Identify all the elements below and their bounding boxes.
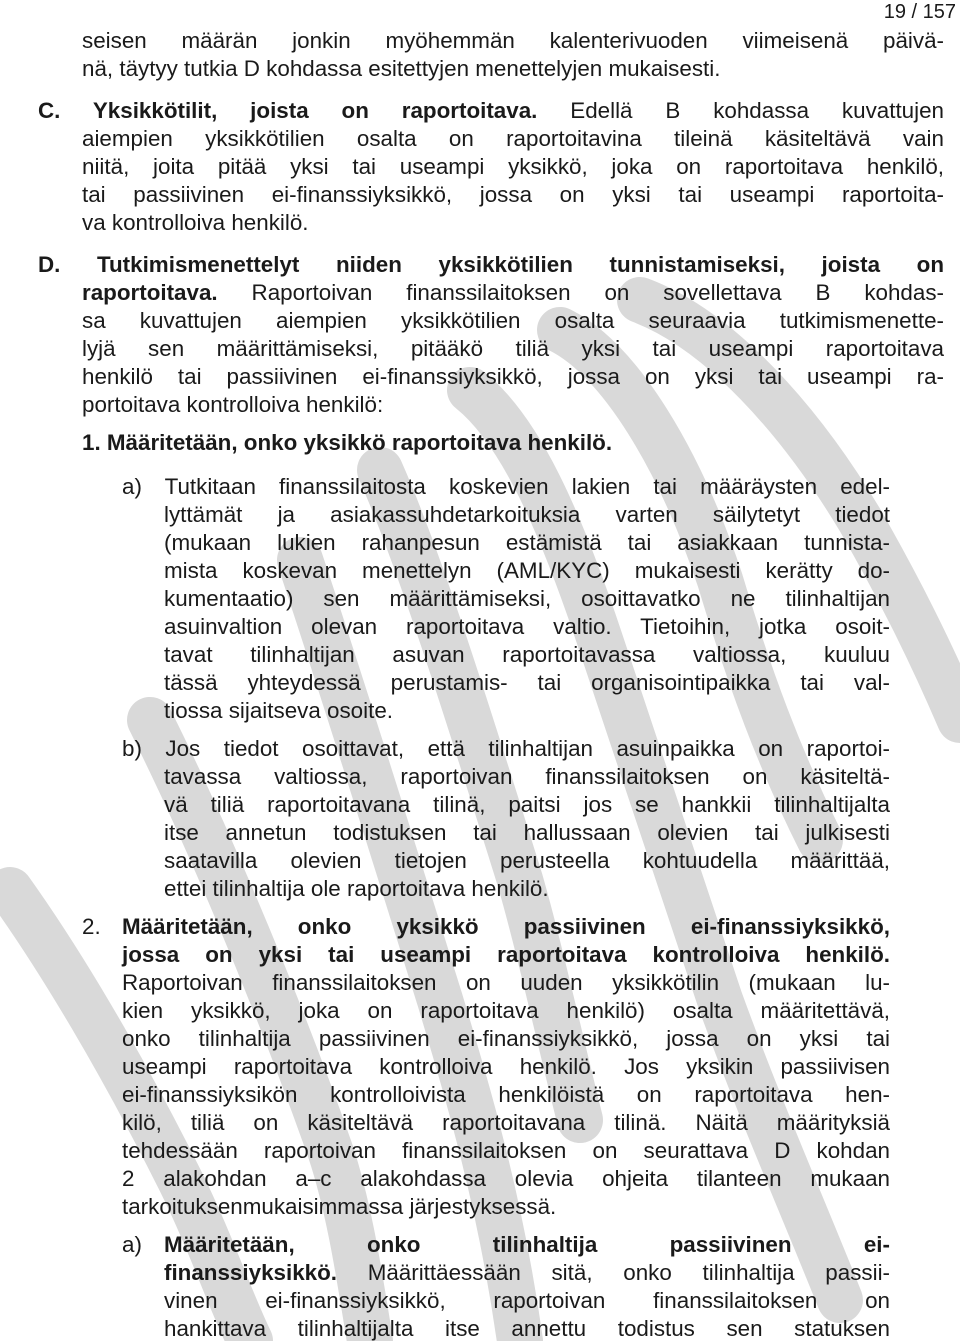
- section-c-heading: C. Yksikkötilit, joista on raportoitava.: [38, 98, 538, 123]
- paragraph-line: portoitava kontrolloiva henkilö:: [82, 392, 384, 417]
- item-1b-line: vä tiliä raportoitavana tilinä, paitsi jos se hankkii tilinhaltijalta: [164, 792, 890, 817]
- item-2-line: onko tilinhaltija passiivinen ei-finanssiyksikkö, jossa on yksi tai: [122, 1026, 890, 1051]
- paragraph-line: sa kuvattujen aiempien yksikkötilien osalta seuraavia tutkimismenette-: [82, 308, 944, 333]
- section-d-line: [82, 279, 944, 307]
- item-2-line: tarkoituksenmukaisimmassa järjestyksessä.: [122, 1194, 557, 1219]
- item-2-line: tehdessään raportoivan finanssilaitoksen on seurattava D kohdan: [122, 1138, 890, 1163]
- page-number: 19 / 157: [883, 1, 956, 23]
- item-1b-line: tavassa valtiossa, raportoivan finanssilaitoksen on käsiteltä-: [164, 764, 890, 789]
- item-2a-heading-cont: finanssiyksikkö.: [164, 1260, 337, 1285]
- item-1a-line: tässä yhteydessä perustamis- tai organisointipaikka tai val-: [164, 670, 890, 695]
- item-2-heading: Määritetään, onko yksikkö passiivinen ei-finanssiyksikkö,: [122, 914, 890, 939]
- item-1-heading: 1. Määritetään, onko yksikkö raportoitava henkilö.: [82, 430, 613, 455]
- item-2a-line: [164, 1259, 890, 1287]
- item-2-line: kien yksikkö, joka on raportoitava henkilö) osalta määritettävä,: [122, 998, 890, 1023]
- item-1b-line: ettei tilinhaltija ole raportoitava henkilö.: [164, 876, 549, 901]
- section-d-heading: D. Tutkimismenettelyt niiden yksikkötilien tunnistamiseksi, joista on: [38, 252, 944, 277]
- paragraph-line: lyjä sen määrittämiseksi, pitääkö tiliä yksi tai useampi raportoitava: [82, 336, 944, 361]
- section-c-text: Edellä B kohdassa kuvattujen: [537, 98, 944, 123]
- item-1a-line: tiossa sijaitseva osoite.: [164, 698, 393, 723]
- item-2-heading: jossa on yksi tai useampi raportoitava kontrolloiva henkilö.: [122, 942, 890, 967]
- item-1b-line: saatavilla olevien tietojen perusteella kohtuudella määrittää,: [164, 848, 890, 873]
- item-2-line: ei-finanssiyksikön kontrolloivista henkilöistä on raportoitava hen-: [122, 1082, 890, 1107]
- paragraph-line: henkilö tai passiivinen ei-finanssiyksikkö, jossa on yksi tai useampi ra-: [82, 364, 944, 389]
- item-2a-line: hankittava tilinhaltijalta itse annettu todistus sen statuksen: [164, 1316, 890, 1341]
- paragraph-line: aiempien yksikkötilien osalta on raportoitavina tileinä käsiteltävä vain: [82, 126, 944, 151]
- item-2a-label: a): [122, 1232, 142, 1257]
- paragraph-line: nä, täytyy tutkia D kohdassa esitettyjen menettelyjen mukaisesti.: [82, 56, 721, 81]
- paragraph-line: tai passiivinen ei-finanssiyksikkö, jossa on yksi tai useampi raportoita-: [82, 182, 944, 207]
- section-d-text: Raportoivan finanssilaitoksen on sovellettava B kohdas-: [217, 280, 944, 305]
- item-1a-line: tavat tilinhaltijan asuvan raportoitavassa valtiossa, kuuluu: [164, 642, 890, 667]
- item-1a-line: mista koskevan menettelyn (AML/KYC) mukaisesti kerätty do-: [164, 558, 890, 583]
- section-d-heading-cont: raportoitava.: [82, 280, 218, 305]
- item-2-line: kilö, tiliä on käsiteltävä raportoitavana tilinä. Näitä määrityksiä: [122, 1110, 890, 1135]
- item-2-number: 2.: [82, 914, 101, 939]
- item-1b-line: b) Jos tiedot osoittavat, että tilinhaltijan asuinpaikka on raportoi-: [122, 736, 890, 761]
- section-c-line: [38, 97, 944, 125]
- item-2a-text: Määrittäessään sitä, onko tilinhaltija passii-: [337, 1260, 890, 1285]
- paragraph-line: niitä, joita pitää yksi tai useampi yksikkö, joka on raportoitava henkilö,: [82, 154, 944, 179]
- item-1a-line: kumentaatio) sen määrittämiseksi, osoittavatko ne tilinhaltijan: [164, 586, 890, 611]
- item-2-line: Raportoivan finanssilaitoksen on uuden yksikkötilin (mukaan lu-: [122, 970, 890, 995]
- item-1a-line: lyttämät ja asiakassuhdetarkoituksia varten säilytetyt tiedot: [164, 502, 890, 527]
- item-1a-line: (mukaan lukien rahanpesun estämistä tai asiakkaan tunnista-: [164, 530, 890, 555]
- item-2-line: useampi raportoitava kontrolloiva henkilö. Jos yksikin passiivisen: [122, 1054, 890, 1079]
- item-1a-line: a) Tutkitaan finanssilaitosta koskevien lakien tai määräysten edel-: [122, 474, 890, 499]
- item-2a-heading: Määritetään, onko tilinhaltija passiivinen ei-: [164, 1232, 890, 1257]
- item-1b-line: itse annetun todistuksen tai hallussaan olevien tai julkisesti: [164, 820, 890, 845]
- item-2-line: 2 alakohdan a–c alakohdassa olevia ohjeita tilanteen mukaan: [122, 1166, 890, 1191]
- item-1a-line: asuinvaltion olevan raportoitava valtio. Tietoihin, jotka osoit-: [164, 614, 890, 639]
- item-2a-line: vinen ei-finanssiyksikkö, raportoivan finanssilaitoksen on: [164, 1288, 890, 1313]
- paragraph-line: seisen määrän jonkin myöhemmän kalenterivuoden viimeisenä päivä-: [82, 28, 944, 53]
- paragraph-line: va kontrolloiva henkilö.: [82, 210, 309, 235]
